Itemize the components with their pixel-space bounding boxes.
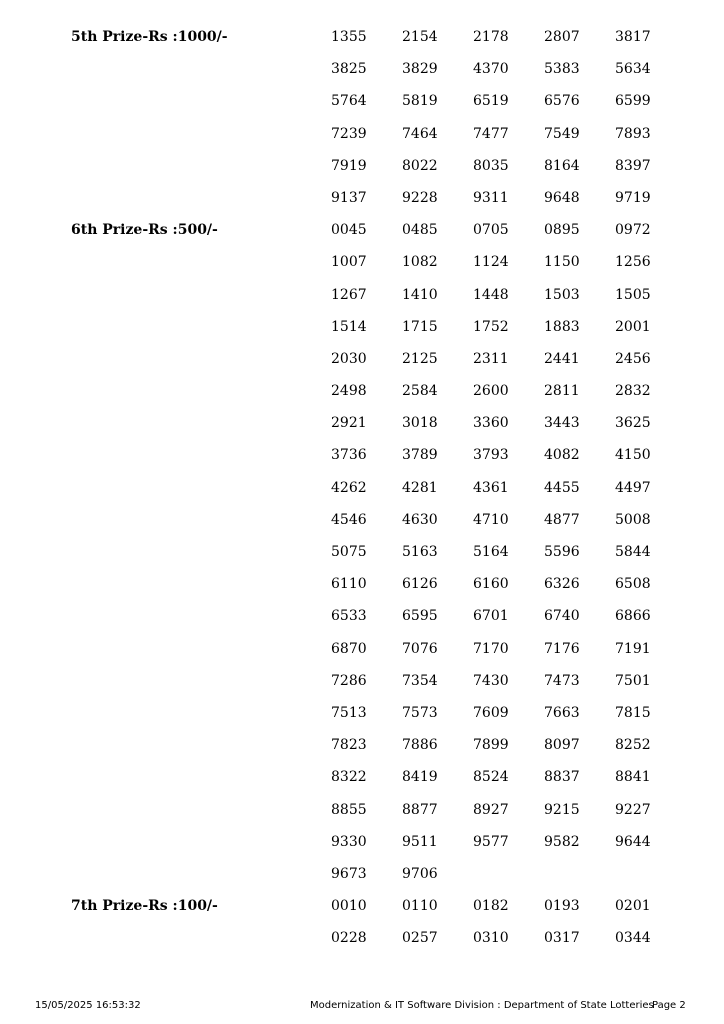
winning-number: 7076 <box>402 640 438 657</box>
winning-number: 6533 <box>331 608 367 625</box>
number-row <box>331 826 724 858</box>
winning-number: 6326 <box>544 576 580 593</box>
page-footer <box>0 998 724 1014</box>
winning-number: 8837 <box>544 769 580 786</box>
winning-number: 7430 <box>473 672 509 689</box>
winning-number: 2584 <box>402 383 438 400</box>
winning-number: 9227 <box>615 801 651 818</box>
winning-number: 7501 <box>615 672 651 689</box>
winning-number: 1355 <box>331 29 367 45</box>
winning-number: 0705 <box>473 222 509 239</box>
winning-numbers <box>331 21 724 214</box>
winning-number: 1256 <box>615 254 651 271</box>
winning-number: 4361 <box>473 479 509 496</box>
results-content <box>0 21 724 954</box>
winning-number: 6519 <box>473 93 509 110</box>
winning-number: 5596 <box>544 544 580 560</box>
winning-number: 9330 <box>331 833 367 850</box>
winning-number: 2001 <box>615 318 651 335</box>
winning-number: 2178 <box>473 29 509 45</box>
winning-number: 8322 <box>331 769 367 786</box>
winning-number: 5008 <box>615 511 651 528</box>
winning-number: 2125 <box>402 350 438 367</box>
winning-number: 7170 <box>473 640 509 657</box>
winning-number: 4150 <box>615 447 651 464</box>
prize-section <box>0 890 724 954</box>
winning-number: 0895 <box>544 222 580 239</box>
winning-number: 1503 <box>544 286 580 303</box>
winning-number: 2030 <box>331 350 367 367</box>
winning-number: 7899 <box>473 737 509 754</box>
winning-number: 0045 <box>331 222 367 239</box>
winning-number: 8097 <box>544 737 580 754</box>
prize-title: 6th Prize-Rs :500/- <box>71 222 218 239</box>
winning-number: 6110 <box>331 576 367 593</box>
winning-number: 0972 <box>615 222 651 239</box>
winning-number: 7477 <box>473 125 509 142</box>
number-row <box>331 53 724 85</box>
winning-number: 2811 <box>544 383 580 400</box>
winning-number: 0193 <box>544 898 580 915</box>
footer-page-number: Page 2 <box>652 1000 686 1011</box>
winning-number: 4370 <box>473 61 509 78</box>
winning-number: 8035 <box>473 157 509 174</box>
winning-number: 2456 <box>615 350 651 367</box>
winning-number: 9644 <box>615 833 651 850</box>
winning-number: 2832 <box>615 383 651 400</box>
winning-number: 4877 <box>544 511 580 528</box>
winning-number: 3793 <box>473 447 509 464</box>
winning-number: 0317 <box>544 930 580 947</box>
winning-number: 0110 <box>402 898 438 915</box>
number-row <box>331 665 724 697</box>
winning-number: 4262 <box>331 479 367 496</box>
number-row <box>331 697 724 729</box>
winning-number: 9137 <box>331 189 367 206</box>
number-row <box>331 118 724 150</box>
winning-number: 4630 <box>402 511 438 528</box>
winning-number: 8397 <box>615 157 651 174</box>
footer-timestamp: 15/05/2025 16:53:32 <box>35 1000 141 1011</box>
winning-number: 3625 <box>615 415 651 432</box>
number-row <box>331 150 724 182</box>
winning-number: 1082 <box>402 254 438 271</box>
winning-number: 6740 <box>544 608 580 625</box>
winning-number: 9311 <box>473 189 509 206</box>
winning-number: 7815 <box>615 704 651 721</box>
number-row <box>331 407 724 439</box>
winning-number: 8252 <box>615 737 651 754</box>
prize-section <box>0 21 724 214</box>
winning-number: 1752 <box>473 318 509 335</box>
winning-number: 8841 <box>615 769 651 786</box>
winning-number: 5164 <box>473 544 509 560</box>
winning-number: 9582 <box>544 833 580 850</box>
winning-number: 4497 <box>615 479 651 496</box>
winning-number: 4710 <box>473 511 509 528</box>
winning-number: 9706 <box>402 865 438 882</box>
winning-number: 2441 <box>544 350 580 367</box>
number-row <box>331 375 724 407</box>
winning-number: 7919 <box>331 157 367 174</box>
number-row <box>331 761 724 793</box>
winning-number: 9228 <box>402 189 438 206</box>
winning-number: 6595 <box>402 608 438 625</box>
winning-number: 5075 <box>331 544 367 560</box>
number-row <box>331 311 724 343</box>
winning-number: 0257 <box>402 930 438 947</box>
winning-number: 1124 <box>473 254 509 271</box>
winning-number: 2921 <box>331 415 367 432</box>
prize-section <box>0 214 724 890</box>
winning-number: 4455 <box>544 479 580 496</box>
winning-number: 6866 <box>615 608 651 625</box>
winning-number: 1007 <box>331 254 367 271</box>
number-row <box>331 85 724 117</box>
winning-number: 3817 <box>615 29 651 45</box>
number-row <box>331 439 724 471</box>
winning-number: 2498 <box>331 383 367 400</box>
winning-number: 8927 <box>473 801 509 818</box>
winning-number: 2311 <box>473 350 509 367</box>
winning-number: 8855 <box>331 801 367 818</box>
winning-number: 8877 <box>402 801 438 818</box>
number-row <box>331 214 724 246</box>
number-row <box>331 890 724 922</box>
winning-numbers <box>331 890 724 954</box>
winning-number: 4281 <box>402 479 438 496</box>
winning-number: 7286 <box>331 672 367 689</box>
winning-number: 8524 <box>473 769 509 786</box>
winning-number: 3789 <box>402 447 438 464</box>
winning-number: 7354 <box>402 672 438 689</box>
prize-title: 7th Prize-Rs :100/- <box>71 898 218 915</box>
winning-number: 7573 <box>402 704 438 721</box>
winning-number: 6126 <box>402 576 438 593</box>
winning-number: 9577 <box>473 833 509 850</box>
winning-number: 7191 <box>615 640 651 657</box>
winning-number: 5819 <box>402 93 438 110</box>
winning-number: 2154 <box>402 29 438 45</box>
winning-number: 8419 <box>402 769 438 786</box>
winning-number: 7663 <box>544 704 580 721</box>
winning-number: 5764 <box>331 93 367 110</box>
number-row <box>331 279 724 311</box>
number-row <box>331 633 724 665</box>
winning-number: 9215 <box>544 801 580 818</box>
winning-number: 1267 <box>331 286 367 303</box>
winning-number: 5383 <box>544 61 580 78</box>
prize-title: 5th Prize-Rs :1000/- <box>71 29 228 45</box>
number-row <box>331 343 724 375</box>
number-row <box>331 858 724 890</box>
winning-number: 9511 <box>402 833 438 850</box>
winning-number: 1715 <box>402 318 438 335</box>
winning-number: 3829 <box>402 61 438 78</box>
number-row <box>331 536 724 568</box>
winning-number: 5844 <box>615 544 651 560</box>
number-row <box>331 600 724 632</box>
winning-number: 1883 <box>544 318 580 335</box>
winning-numbers <box>331 214 724 890</box>
winning-number: 8022 <box>402 157 438 174</box>
number-row <box>331 729 724 761</box>
winning-number: 0010 <box>331 898 367 915</box>
winning-number: 7886 <box>402 737 438 754</box>
winning-number: 3443 <box>544 415 580 432</box>
winning-number: 6508 <box>615 576 651 593</box>
winning-number: 1505 <box>615 286 651 303</box>
winning-number: 7239 <box>331 125 367 142</box>
winning-number: 6576 <box>544 93 580 110</box>
winning-number: 9648 <box>544 189 580 206</box>
number-row <box>331 794 724 826</box>
number-row <box>331 182 724 214</box>
winning-number: 3736 <box>331 447 367 464</box>
number-row <box>331 472 724 504</box>
winning-number: 3360 <box>473 415 509 432</box>
winning-number: 3018 <box>402 415 438 432</box>
winning-number: 2807 <box>544 29 580 45</box>
winning-number: 0182 <box>473 898 509 915</box>
winning-number: 7464 <box>402 125 438 142</box>
winning-number: 7893 <box>615 125 651 142</box>
number-row <box>331 504 724 536</box>
winning-number: 0310 <box>473 930 509 947</box>
winning-number: 9673 <box>331 865 367 882</box>
number-row <box>331 246 724 278</box>
winning-number: 1150 <box>544 254 580 271</box>
number-row <box>331 568 724 600</box>
winning-number: 7513 <box>331 704 367 721</box>
winning-number: 6160 <box>473 576 509 593</box>
winning-number: 2600 <box>473 383 509 400</box>
winning-number: 0344 <box>615 930 651 947</box>
winning-number: 9719 <box>615 189 651 206</box>
winning-number: 1448 <box>473 286 509 303</box>
winning-number: 5634 <box>615 61 651 78</box>
winning-number: 0485 <box>402 222 438 239</box>
number-row <box>331 922 724 954</box>
winning-number: 3825 <box>331 61 367 78</box>
winning-number: 5163 <box>402 544 438 560</box>
winning-number: 0228 <box>331 930 367 947</box>
winning-number: 0201 <box>615 898 651 915</box>
winning-number: 7473 <box>544 672 580 689</box>
winning-number: 4082 <box>544 447 580 464</box>
winning-number: 1410 <box>402 286 438 303</box>
prize-sections <box>0 21 724 954</box>
winning-number: 6599 <box>615 93 651 110</box>
winning-number: 4546 <box>331 511 367 528</box>
winning-number: 7549 <box>544 125 580 142</box>
footer-organization: Modernization & IT Software Division : Department of State Lotteries <box>310 1000 654 1011</box>
winning-number: 6701 <box>473 608 509 625</box>
winning-number: 8164 <box>544 157 580 174</box>
winning-number: 6870 <box>331 640 367 657</box>
winning-number: 7609 <box>473 704 509 721</box>
number-row <box>331 21 724 53</box>
winning-number: 7176 <box>544 640 580 657</box>
winning-number: 7823 <box>331 737 367 754</box>
winning-number: 1514 <box>331 318 367 335</box>
